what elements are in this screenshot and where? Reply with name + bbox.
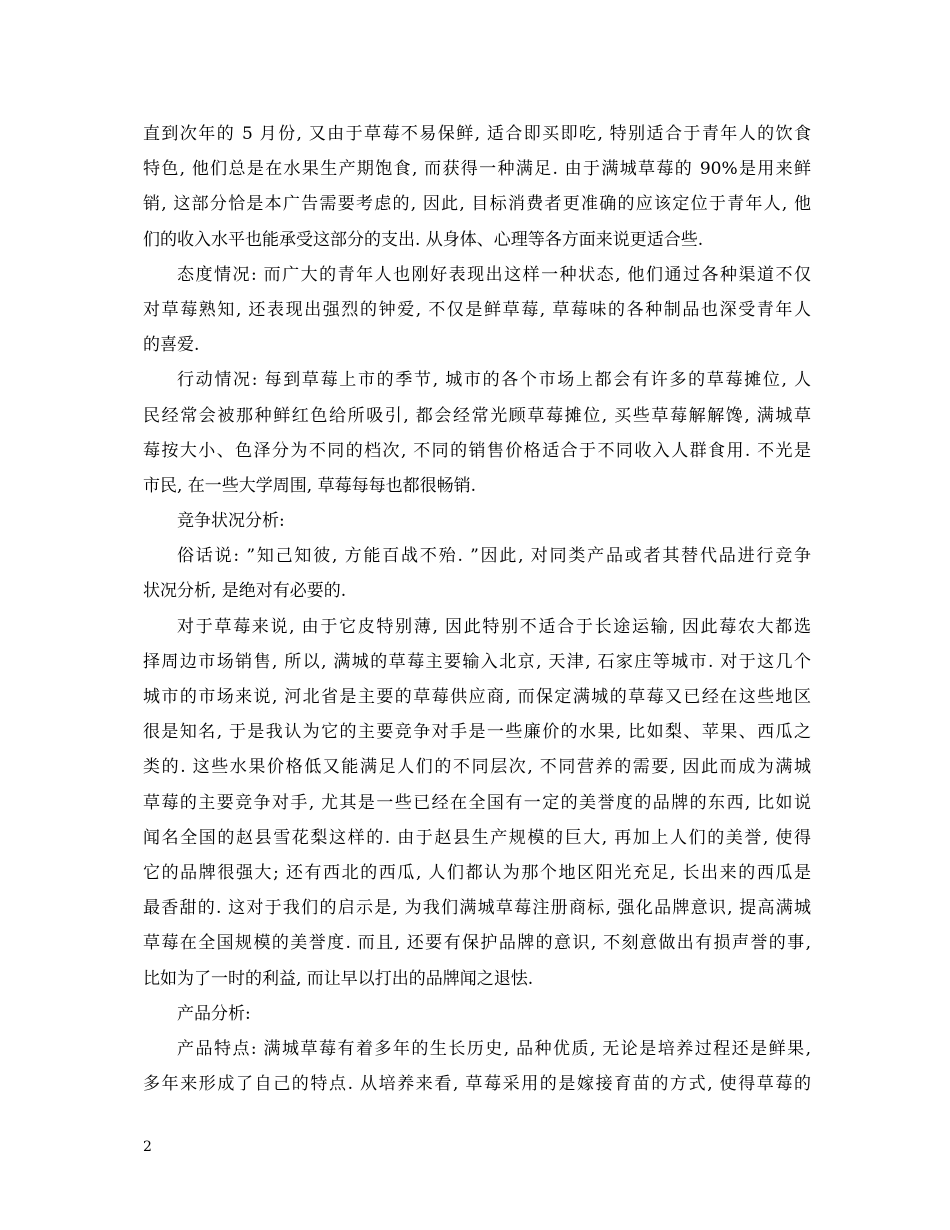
text-line: 城市的市场来说, 河北省是主要的草莓供应商, 而保定满城的草莓又已经在这些地区 <box>143 687 811 707</box>
text-line: 闻名全国的赵县雪花梨这样的. 由于赵县生产规模的巨大, 再加上人们的美誉, 使得 <box>143 827 811 848</box>
text-line: 它的品牌很强大; 还有西北的西瓜, 人们都认为那个地区阳光充足, 长出来的西瓜是 <box>143 862 811 883</box>
text-line: 莓按大小、色泽分为不同的档次, 不同的销售价格适合于不同收入人群食用. 不光是 <box>143 440 811 461</box>
text-line: 类的. 这些水果价格低又能满足人们的不同层次, 不同营养的需要, 因此而成为满城 <box>143 757 811 778</box>
text-line: 市民, 在一些大学周围, 草莓每每也都很畅销. <box>143 475 477 496</box>
paragraph <box>143 1032 811 1102</box>
text-line: 择周边市场销售, 所以, 满城的草莓主要输入北京, 天津, 石家庄等城市. 对于这几个 <box>143 651 811 672</box>
text-line: 销, 这部分恰是本广告需要考虑的, 因此, 目标消费者更准确的应该定位于青年人, 他 <box>143 194 811 215</box>
text-line: 俗话说: ”知己知彼, 方能百战不殆. ”因此, 对同类产品或者其替代品进行竞争 <box>177 546 811 567</box>
text-line: 比如为了一时的利益, 而让早以打出的品牌闻之退怯. <box>143 968 534 989</box>
section-heading <box>143 504 811 539</box>
paragraph <box>143 363 811 504</box>
text-line: 民经常会被那种鲜红色给所吸引, 都会经常光顾草莓摊位, 买些草莓解解馋, 满城草 <box>143 405 811 426</box>
paragraph <box>143 539 811 609</box>
text-line: 草莓在全国规模的美誉度. 而且, 还要有保护品牌的意识, 不刻意做出有损声誉的事, <box>143 933 811 954</box>
text-line: 竞争状况分析: <box>177 511 285 532</box>
paragraph <box>143 258 811 364</box>
text-line: 产品分析: <box>177 1003 251 1024</box>
text-line: 直到次年的 5 月份, 又由于草莓不易保鲜, 适合即买即吃, 特别适合于青年人的饮食 <box>143 124 811 144</box>
text-line: 最香甜的. 这对于我们的启示是, 为我们满城草莓注册商标, 强化品牌意识, 提高满城 <box>143 898 811 919</box>
text-line: 对草莓熟知, 还表现出强烈的钟爱, 不仅是鲜草莓, 草莓味的各种制品也深受青年人 <box>143 299 811 320</box>
text-line: 的喜爱. <box>143 335 200 356</box>
paragraph <box>143 610 811 997</box>
text-line: 对于草莓来说, 由于它皮特别薄, 因此特别不适合于长途运输, 因此莓农大都选 <box>177 616 811 637</box>
text-line: 草莓的主要竞争对手, 尤其是一些已经在全国有一定的美誉度的品牌的东西, 比如说 <box>143 792 811 813</box>
section-heading <box>143 997 811 1032</box>
paragraph <box>143 117 811 258</box>
text-line: 特色, 他们总是在水果生产期饱食, 而获得一种满足. 由于满城草莓的 90%是用来鲜 <box>143 159 811 180</box>
text-line: 多年来形成了自己的特点. 从培养来看, 草莓采用的是嫁接育苗的方式, 使得草莓的 <box>143 1074 811 1095</box>
body-text <box>143 117 811 1102</box>
text-line: 状况分析, 是绝对有必要的. <box>143 581 347 602</box>
text-line: 行动情况: 每到草莓上市的季节, 城市的各个市场上都会有许多的草莓摊位, 人 <box>177 370 811 391</box>
text-line: 很是知名, 于是我认为它的主要竞争对手是一些廉价的水果, 比如梨、苹果、西瓜之 <box>143 722 811 743</box>
text-line: 态度情况: 而广大的青年人也刚好表现出这样一种状态, 他们通过各种渠道不仅 <box>177 264 811 285</box>
text-line: 产品特点: 满城草莓有着多年的生长历史, 品种优质, 无论是培养过程还是鲜果, <box>177 1038 811 1059</box>
page-number: 2 <box>143 1139 152 1155</box>
text-line: 们的收入水平也能承受这部分的支出. 从身体、心理等各方面来说更适合些. <box>143 229 704 250</box>
